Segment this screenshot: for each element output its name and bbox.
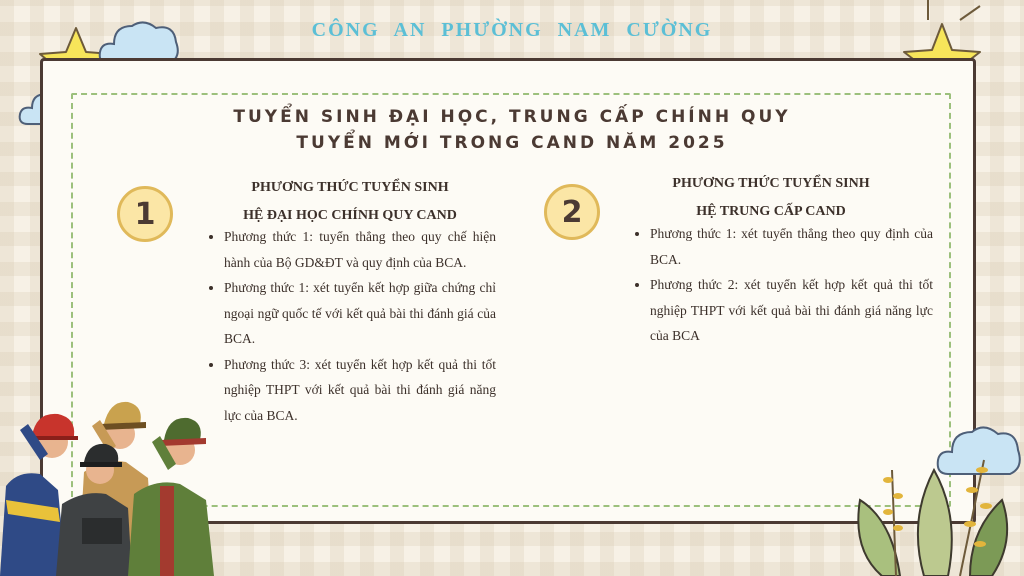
main-title <box>0 104 1024 156</box>
list-item: • Phương thức 1: xét tuyển thẳng theo quy định của BCA. <box>650 221 933 272</box>
column-2-heading-line2: HỆ TRUNG CẤP CAND <box>696 204 846 219</box>
number-badge-1: 1 <box>117 186 173 242</box>
column-1-heading-line1: PHƯƠNG THỨC TUYỂN SINH <box>251 180 449 195</box>
column-2-heading-line1: PHƯƠNG THỨC TUYỂN SINH <box>672 176 870 191</box>
column-2-heading <box>626 170 916 226</box>
header-title: CÔNG AN PHƯỜNG NAM CƯỜNG <box>311 19 713 41</box>
number-badge-2: 2 <box>544 184 600 240</box>
list-item: • Phương thức 1: tuyển thẳng theo quy chế hiện hành của Bộ GD&ĐT và quy định của BCA. <box>224 224 496 275</box>
main-title-line2: TUYỂN MỚI TRONG CAND NĂM 2025 <box>296 133 728 153</box>
list-item: • Phương thức 1: xét tuyển kết hợp giữa chứng chỉ ngoại ngữ quốc tế với kết quả bài thi đánh giá của BCA. <box>224 275 496 352</box>
column-1-heading-line2: HỆ ĐẠI HỌC CHÍNH QUY CAND <box>243 208 457 223</box>
main-title-line1: TUYỂN SINH ĐẠI HỌC, TRUNG CẤP CHÍNH QUY <box>233 107 791 127</box>
leaf-plant-icon <box>852 440 1024 576</box>
police-officers-illustration <box>0 390 230 576</box>
list-item: • Phương thức 2: xét tuyển kết hợp kết quả thi tốt nghiệp THPT với kết quả bài thi đánh giá năng lực của BCA <box>650 272 933 349</box>
column-2-list <box>628 221 933 349</box>
divider-line <box>920 0 1000 60</box>
column-1-list <box>202 224 496 428</box>
list-item: • Phương thức 3: xét tuyển kết hợp kết quả thi tốt nghiệp THPT với kết quả bài thi đánh giá năng lực của BCA. <box>224 352 496 429</box>
column-1-heading <box>200 174 500 230</box>
